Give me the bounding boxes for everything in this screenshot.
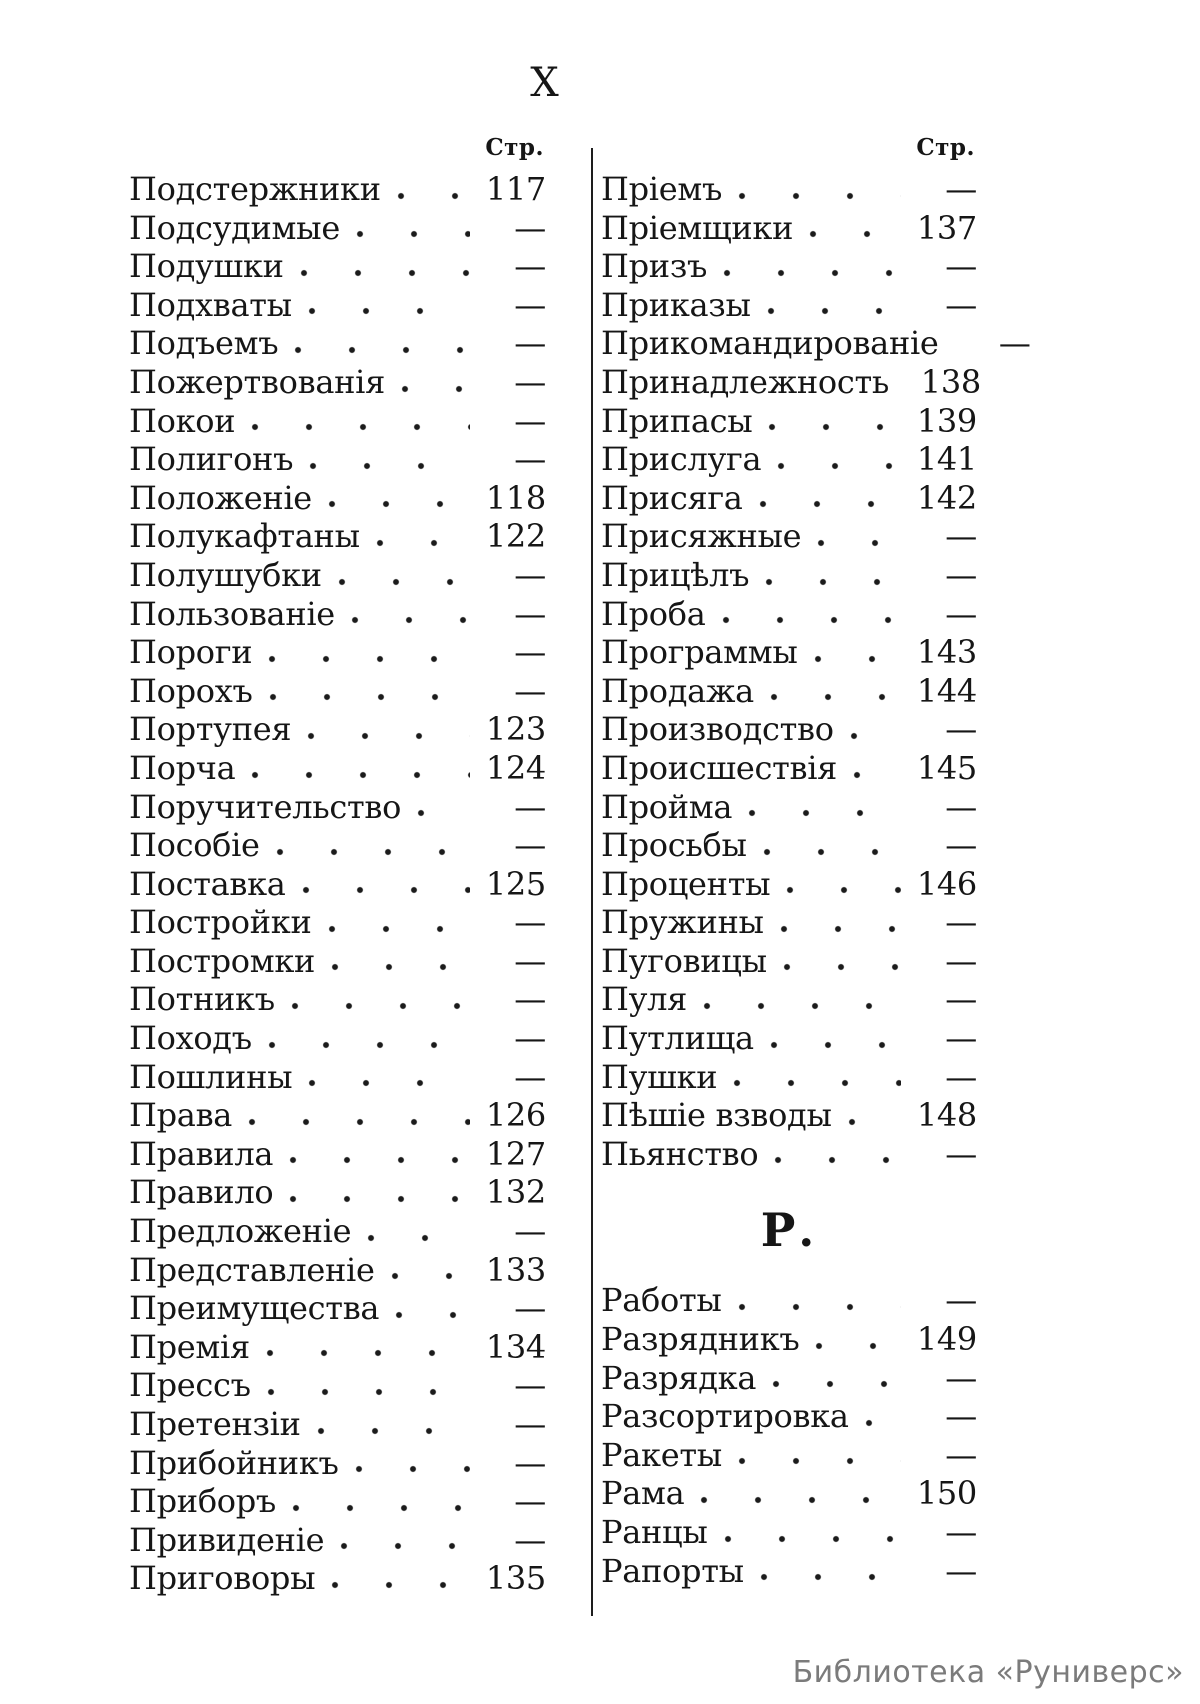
entry-term: Производство: [601, 710, 834, 749]
leader-dots: [814, 653, 901, 665]
leader-dots: [376, 537, 470, 549]
entry-page-number: —: [514, 324, 546, 363]
index-entry-row: [129, 865, 546, 904]
entry-term: Походъ: [129, 1019, 252, 1058]
entry-page-number: 122: [485, 517, 546, 556]
leader-dots: [276, 846, 470, 858]
index-entry-row: [601, 402, 977, 441]
index-entry-row: [129, 633, 546, 672]
index-entry-row: [601, 903, 977, 942]
entry-term: Пуля: [601, 980, 688, 1019]
entry-term: Постромки: [129, 941, 316, 980]
entry-term: Потникъ: [129, 980, 275, 1019]
entry-page-number: —: [514, 671, 546, 710]
leader-dots: [292, 1502, 470, 1514]
index-entry-row: [129, 1366, 546, 1405]
index-entry-row: [601, 1320, 977, 1359]
entry-term: Пріемщики: [601, 208, 794, 247]
leader-dots: [291, 1000, 470, 1012]
index-entry-row: [601, 286, 977, 325]
entry-page-number: —: [945, 710, 977, 749]
entry-page-number: 134: [485, 1327, 546, 1366]
entry-term: Продажа: [601, 671, 754, 710]
leader-dots: [308, 1077, 470, 1089]
index-entry-row: [601, 1359, 977, 1398]
leader-dots: [759, 498, 901, 510]
entry-page-number: —: [945, 1513, 977, 1551]
leader-dots: [780, 923, 901, 935]
entry-page-number: —: [514, 594, 546, 633]
leader-dots: [772, 1378, 901, 1390]
entry-term: Пороги: [129, 633, 253, 672]
entry-page-number: —: [945, 1397, 977, 1436]
entry-page-number: —: [514, 1212, 546, 1251]
entry-page-number: —: [945, 1358, 977, 1397]
index-entry-row: [601, 865, 977, 904]
leader-dots: [268, 653, 470, 665]
index-entry-row: [601, 1281, 977, 1320]
column-header-page-abbrev: Стр.: [485, 134, 544, 161]
entry-term: Припасы: [601, 401, 753, 440]
entry-page-number: —: [945, 594, 977, 633]
entry-page-number: 138: [920, 362, 981, 401]
entry-page-number: —: [514, 1443, 546, 1482]
index-entry-row: [601, 1058, 977, 1097]
entry-term: Просьбы: [601, 826, 747, 865]
leader-dots: [724, 1533, 902, 1545]
index-entry-row: [601, 362, 981, 402]
entry-term: Подъемъ: [129, 324, 279, 363]
entry-page-number: —: [514, 208, 546, 247]
index-entry-row: [129, 942, 546, 981]
entry-page-number: 143: [916, 633, 977, 672]
leader-dots: [748, 807, 901, 819]
index-entry-row: [601, 1019, 977, 1058]
index-entry-row: [129, 1251, 546, 1290]
column-divider-rule: [591, 148, 593, 1616]
page-roman-numeral: X: [530, 60, 560, 106]
index-entry-row: [129, 324, 546, 363]
entry-term: Предложеніе: [129, 1212, 352, 1251]
index-entry-row: [129, 1135, 546, 1174]
index-entry-row: [601, 556, 977, 595]
leader-dots: [783, 961, 901, 973]
entry-term: Подстержники: [129, 170, 381, 208]
index-entry-row: [601, 1135, 977, 1174]
entry-term: Подхваты: [129, 285, 292, 324]
entry-term: Права: [129, 1096, 233, 1135]
entry-term: Поставка: [129, 864, 286, 903]
index-entry-row: [601, 980, 977, 1019]
index-entry-row: [601, 1096, 977, 1135]
index-entry-row: [129, 826, 546, 865]
entry-page-number: —: [514, 1520, 546, 1559]
entry-term: Пошлины: [129, 1057, 293, 1096]
leader-dots: [267, 1386, 470, 1398]
entry-page-number: —: [514, 1482, 546, 1521]
entry-page-number: 132: [485, 1173, 546, 1212]
index-entry-row: [601, 1513, 977, 1552]
index-entry-row: [129, 903, 546, 942]
entry-page-number: 124: [485, 748, 546, 787]
leader-dots: [331, 961, 470, 973]
entry-page-number: —: [945, 1435, 977, 1474]
entry-page-number: —: [514, 941, 546, 980]
entry-page-number: —: [514, 903, 546, 942]
leader-dots: [397, 190, 470, 202]
leader-dots: [294, 344, 470, 356]
entry-term: Приговоры: [129, 1559, 316, 1598]
leader-dots: [251, 769, 470, 781]
index-entry-row: [129, 749, 546, 788]
entry-term: Претензіи: [129, 1405, 301, 1443]
index-entry-row: [129, 1405, 546, 1444]
leader-dots: [809, 228, 901, 240]
entry-term: Преимущества: [129, 1289, 380, 1328]
index-entry-row: [129, 402, 546, 441]
leader-dots: [309, 460, 470, 472]
index-entry-row: [129, 1019, 546, 1058]
entry-term: Принадлежность: [601, 362, 889, 401]
leader-dots: [768, 421, 901, 433]
leader-dots: [248, 1116, 470, 1128]
index-entry-row: [129, 479, 546, 518]
leader-dots: [356, 228, 470, 240]
leader-dots: [302, 884, 470, 896]
index-entry-row: [129, 209, 546, 248]
index-entry-row: [129, 1058, 546, 1097]
entry-page-number: 137: [916, 208, 977, 247]
leader-dots: [417, 807, 470, 819]
index-column-left: [129, 134, 546, 1598]
leader-dots: [307, 730, 470, 742]
entry-term: Прибойникъ: [129, 1443, 339, 1482]
index-entry-row: [601, 710, 977, 749]
index-entry-row: [601, 749, 977, 788]
leader-dots: [722, 614, 901, 626]
index-entry-row: [129, 1096, 546, 1135]
leader-dots: [367, 1232, 470, 1244]
leader-dots: [338, 576, 470, 588]
leader-dots: [355, 1463, 470, 1475]
entry-term: Представленіе: [129, 1250, 375, 1289]
index-entry-row: [129, 1444, 546, 1483]
entry-term: Рапорты: [601, 1551, 744, 1590]
leader-dots: [865, 1417, 901, 1429]
index-rows-left: [129, 170, 546, 1598]
entry-page-number: —: [945, 941, 977, 980]
entry-term: Путлища: [601, 1019, 754, 1058]
index-entry-row: [601, 1397, 977, 1436]
leader-dots: [770, 691, 901, 703]
index-column-right: [601, 134, 1031, 1590]
leader-dots: [289, 1154, 470, 1166]
library-watermark: Библиотека «Руниверс»: [792, 1655, 1184, 1690]
entry-page-number: —: [514, 247, 546, 286]
index-entry-row: [129, 1328, 546, 1367]
entry-term: Пуговицы: [601, 941, 767, 980]
entry-term: Портупея: [129, 710, 292, 749]
entry-page-number: —: [945, 1134, 977, 1173]
leader-dots: [767, 305, 901, 317]
entry-page-number: —: [945, 170, 977, 208]
entry-page-number: —: [514, 633, 546, 672]
index-entry-row: [129, 1212, 546, 1251]
index-entry-row: [129, 1289, 546, 1328]
leader-dots: [328, 923, 470, 935]
leader-dots: [850, 730, 901, 742]
leader-dots: [815, 1340, 901, 1352]
entry-term: Правила: [129, 1134, 274, 1173]
entry-term: Пользованіе: [129, 594, 335, 633]
entry-term: Прикомандированіе: [601, 324, 939, 363]
entry-term: Прицѣлъ: [601, 555, 750, 594]
leader-dots: [340, 1540, 470, 1552]
entry-term: Полушубки: [129, 555, 322, 594]
entry-page-number: 148: [916, 1096, 977, 1135]
entry-page-number: —: [514, 555, 546, 594]
entry-term: Привиденіе: [129, 1520, 325, 1559]
entry-page-number: —: [514, 440, 546, 479]
leader-dots: [848, 1116, 901, 1128]
entry-term: Поручительство: [129, 787, 402, 826]
entry-term: Приборъ: [129, 1482, 276, 1521]
entry-term: Программы: [601, 633, 798, 672]
index-entry-row: [129, 1521, 546, 1560]
entry-page-number: —: [514, 980, 546, 1019]
leader-dots: [738, 1455, 901, 1467]
index-entry-row: [601, 633, 977, 672]
leader-dots: [738, 190, 901, 202]
index-entry-row: [129, 440, 546, 479]
entry-term: Прессъ: [129, 1366, 251, 1405]
index-entry-row: [129, 286, 546, 325]
entry-page-number: —: [514, 787, 546, 826]
leader-dots: [351, 614, 470, 626]
entry-term: Правило: [129, 1173, 274, 1212]
entry-page-number: —: [514, 362, 546, 401]
index-entry-row: [129, 672, 546, 711]
entry-page-number: 127: [485, 1134, 546, 1173]
index-rows-right: [601, 170, 1031, 1590]
entry-page-number: —: [945, 247, 977, 286]
entry-page-number: 123: [485, 710, 546, 749]
index-entry-row: [129, 1173, 546, 1212]
index-entry-row: [601, 595, 977, 634]
entry-page-number: 133: [485, 1250, 546, 1289]
leader-dots: [266, 1347, 470, 1359]
entry-term: Пьянство: [601, 1134, 759, 1173]
entry-page-number: 117: [485, 170, 546, 208]
entry-page-number: 144: [916, 671, 977, 710]
entry-term: Ракеты: [601, 1435, 722, 1474]
index-entry-row: [601, 672, 977, 711]
index-entry-row: [601, 517, 977, 556]
entry-page-number: —: [945, 1551, 977, 1590]
entry-term: Присяга: [601, 478, 743, 517]
entry-page-number: —: [945, 285, 977, 324]
entry-term: Разрядка: [601, 1358, 757, 1397]
index-entry-row: [601, 247, 977, 286]
entry-term: Работы: [601, 1281, 722, 1320]
entry-term: Призъ: [601, 247, 708, 286]
entry-page-number: 139: [916, 401, 977, 440]
entry-page-number: 141: [916, 440, 977, 479]
index-entry-row: [601, 1552, 977, 1591]
entry-page-number: 146: [916, 864, 977, 903]
leader-dots: [700, 1494, 901, 1506]
entry-page-number: —: [945, 1057, 977, 1096]
entry-term: Подушки: [129, 247, 284, 286]
entry-term: Проба: [601, 594, 706, 633]
index-entry-row: [601, 170, 977, 209]
index-entry-row: [129, 980, 546, 1019]
entry-page-number: —: [945, 826, 977, 865]
index-entry-row: [601, 209, 977, 248]
entry-term: Пожертвованія: [129, 362, 385, 401]
entry-term: Рама: [601, 1474, 685, 1513]
entry-page-number: 118: [485, 478, 546, 517]
leader-dots: [391, 1270, 470, 1282]
entry-term: Положеніе: [129, 478, 312, 517]
index-entry-row: [129, 1559, 546, 1598]
index-entry-row: [601, 1436, 977, 1475]
index-entry-row: [129, 247, 546, 286]
entry-page-number: —: [945, 1019, 977, 1058]
entry-page-number: 142: [916, 478, 977, 517]
index-entry-row: [601, 942, 977, 981]
entry-page-number: —: [514, 401, 546, 440]
entry-term: Разрядникъ: [601, 1320, 800, 1359]
entry-term: Пособіе: [129, 826, 260, 865]
leader-dots: [770, 1039, 901, 1051]
index-entry-row: [129, 517, 546, 556]
leader-dots: [817, 537, 901, 549]
entry-term: Порохъ: [129, 671, 253, 710]
entry-term: Приказы: [601, 285, 751, 324]
column-header-page-abbrev: Стр.: [916, 134, 975, 161]
index-entry-row: [129, 710, 546, 749]
index-entry-row: [601, 788, 977, 827]
section-letter-heading: Р.: [760, 1203, 818, 1258]
leader-dots: [251, 421, 470, 433]
entry-page-number: —: [514, 1289, 546, 1328]
leader-dots: [703, 1000, 901, 1012]
entry-page-number: —: [514, 1366, 546, 1405]
entry-page-number: —: [514, 826, 546, 865]
entry-page-number: 125: [485, 864, 546, 903]
leader-dots: [331, 1579, 470, 1591]
index-entry-row: [129, 556, 546, 595]
leader-dots: [289, 1193, 470, 1205]
leader-dots: [774, 1154, 901, 1166]
entry-page-number: 135: [485, 1559, 546, 1598]
entry-term: Полигонъ: [129, 440, 294, 479]
index-entry-row: [129, 363, 546, 402]
leader-dots: [765, 576, 901, 588]
index-entry-row: [601, 440, 977, 479]
leader-dots: [308, 305, 470, 317]
entry-page-number: —: [514, 1405, 546, 1443]
leader-dots: [853, 769, 901, 781]
entry-term: Пружины: [601, 903, 764, 942]
entry-term: Покои: [129, 401, 236, 440]
leader-dots: [300, 267, 470, 279]
leader-dots: [269, 691, 470, 703]
entry-term: Ранцы: [601, 1513, 708, 1551]
entry-page-number: —: [514, 1057, 546, 1096]
leader-dots: [763, 846, 901, 858]
leader-dots: [738, 1301, 901, 1313]
entry-page-number: —: [998, 324, 1031, 363]
entry-page-number: 149: [916, 1320, 977, 1359]
entry-term: Порча: [129, 748, 236, 787]
index-entry-row: [601, 324, 1031, 363]
entry-term: Происшествія: [601, 748, 838, 787]
entry-term: Пройма: [601, 787, 733, 826]
entry-page-number: 126: [485, 1096, 546, 1135]
index-entry-row: [129, 595, 546, 634]
entry-page-number: 145: [916, 748, 977, 787]
leader-dots: [395, 1309, 470, 1321]
index-entry-row: [129, 1482, 546, 1521]
index-entry-row: [601, 826, 977, 865]
entry-term: Разсортировка: [601, 1397, 849, 1436]
entry-page-number: —: [945, 980, 977, 1019]
entry-term: Пріемъ: [601, 170, 723, 208]
entry-page-number: —: [514, 285, 546, 324]
entry-page-number: —: [945, 555, 977, 594]
leader-dots: [760, 1571, 901, 1583]
entry-term: Премія: [129, 1327, 250, 1366]
entry-page-number: —: [945, 517, 977, 556]
entry-page-number: —: [945, 1281, 977, 1320]
leader-dots: [317, 1425, 470, 1437]
entry-term: Подсудимые: [129, 208, 340, 247]
index-entry-row: [129, 788, 546, 827]
leader-dots: [777, 460, 901, 472]
entry-term: Полукафтаны: [129, 517, 360, 556]
index-entry-row: [601, 1474, 977, 1513]
index-entry-row: [601, 479, 977, 518]
entry-page-number: 150: [916, 1474, 977, 1513]
index-entry-row: [129, 170, 546, 209]
entry-page-number: —: [945, 787, 977, 826]
leader-dots: [328, 498, 470, 510]
entry-term: Пушки: [601, 1057, 718, 1096]
entry-page-number: —: [514, 1019, 546, 1058]
leader-dots: [723, 267, 901, 279]
entry-term: Постройки: [129, 903, 312, 942]
entry-term: Пѣшіе взводы: [601, 1096, 832, 1135]
leader-dots: [401, 383, 470, 395]
entry-term: Присяжные: [601, 517, 802, 556]
leader-dots: [786, 884, 901, 896]
entry-term: Проценты: [601, 864, 771, 903]
leader-dots: [733, 1077, 901, 1089]
entry-term: Прислуга: [601, 440, 762, 479]
leader-dots: [268, 1039, 470, 1051]
entry-page-number: —: [945, 903, 977, 942]
